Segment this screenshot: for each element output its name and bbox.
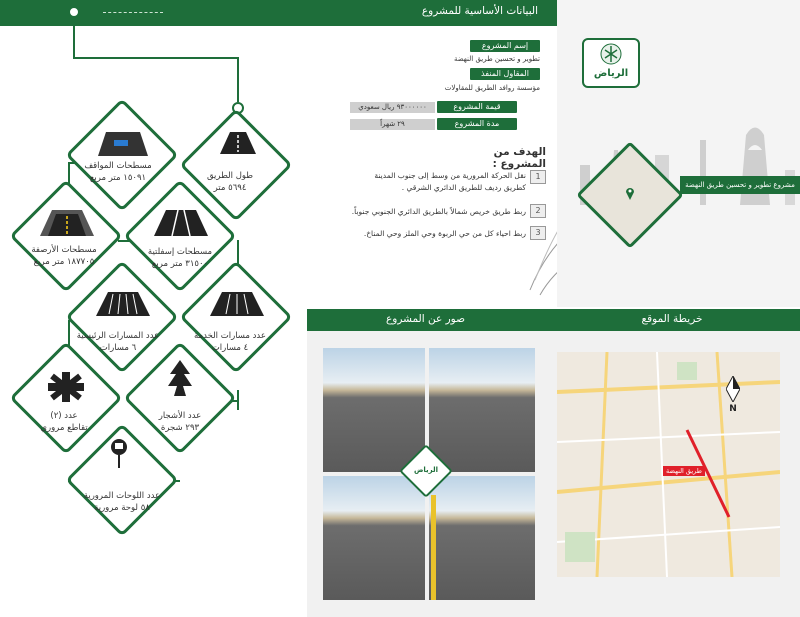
road-yellow-line (431, 495, 436, 600)
intersection-icon (48, 372, 84, 402)
project-name-label: إسم المشروع (470, 40, 540, 52)
project-photo (429, 476, 535, 600)
connector-line (73, 57, 238, 59)
goal-number: 3 (530, 226, 546, 240)
contractor-value: مؤسسة روافد الطريق للمقاولات (444, 84, 540, 92)
stats-header-bar (0, 0, 307, 26)
traffic-sign-icon (110, 438, 128, 468)
stat-label: عدد المسارات الرئيسية (76, 331, 160, 341)
stat-value: ١٥٠٩١ متر مربع (89, 173, 147, 183)
north-arrow-icon (726, 376, 740, 402)
stat-value: ٥٨ لوحة مرورية (94, 503, 150, 513)
stat-diamond-service-lanes (179, 260, 292, 373)
stat-value: ٢٩٣ شجرة (160, 423, 200, 433)
project-name-value: تطوير و تحسين طريق النهضة (453, 55, 540, 63)
stat-value: ٦ مسارات (99, 343, 137, 353)
service-lanes-icon (208, 292, 266, 316)
project-photo (323, 348, 425, 472)
location-pin-icon (625, 186, 635, 200)
stat-label: عدد الأشجار (158, 411, 202, 421)
road-icon (210, 132, 266, 154)
photos-logo-text: الرياض (413, 466, 439, 474)
parking-icon (94, 132, 152, 156)
contractor-label: المقاول المنفذ (470, 68, 540, 80)
goal-number: 2 (530, 204, 546, 218)
map-title: خريطة الموقع (641, 313, 703, 325)
goal-number: 1 (530, 170, 546, 184)
stat-label: مسطحات المواقف (84, 161, 152, 171)
stat-label: طول الطريق (206, 171, 254, 181)
stat-label: عدد اللوحات المرورية (83, 491, 161, 501)
stats-header-divider (103, 12, 163, 13)
connector-node-top (68, 6, 80, 18)
connector-line (73, 18, 75, 58)
riyadh-logo-text: الرياض (593, 68, 629, 79)
stat-value: ٥٦٩٤ متر (213, 183, 247, 193)
stat-label: عدد مسارات الخدمة (194, 331, 266, 341)
stat-value: تقاطع مروري (40, 423, 88, 433)
stat-label: مسطحات إسفلتية (147, 247, 213, 257)
info-title: البيانات الأساسية للمشروع (421, 5, 538, 17)
project-value: ٩٣٠٠٠٠٠٠ ريال سعودي (350, 102, 435, 113)
road-label: طريق النهضة (663, 466, 705, 476)
stat-diamond-main-lanes (65, 260, 178, 373)
stat-value: ١٨٧٧٠٥ متر مربع (33, 257, 95, 267)
project-photo (429, 348, 535, 472)
goal-text: ربط احياء كل من حي الربوة وحي الملز وحي المناخ. (363, 229, 526, 238)
site-map[interactable] (557, 352, 780, 577)
stat-label: مسطحات الأرصفة (31, 245, 97, 255)
goals-title: الهدف من المشروع : (492, 146, 546, 170)
sidewalk-icon (38, 210, 96, 236)
stat-value: ٣١٥٠٠ متر مربع (151, 259, 209, 269)
tree-icon (168, 360, 192, 400)
palm-emblem-icon (596, 40, 626, 66)
project-road-line (557, 352, 780, 577)
stat-value: ٤ مسارات (211, 343, 249, 353)
north-label: N (729, 404, 737, 414)
cover-project-band: مشروع تطوير و تحسين طريق النهضة (680, 176, 800, 194)
connector-line (237, 57, 239, 102)
stat-label: عدد (٢) (50, 411, 78, 421)
main-lanes-icon (94, 292, 152, 316)
goal-text: ربط طريق خريص شمالاً بالطريق الدائري الجنوبي جنوباً. (351, 207, 526, 216)
asphalt-icon (152, 210, 210, 236)
project-photo (323, 476, 425, 600)
project-duration: ٢٩ شهراً (350, 119, 435, 130)
project-value-label: قيمة المشروع (437, 101, 517, 113)
goal-text: نقل الحركة المرورية من وسط إلى جنوب المدينة كطريق رديف للطريق الدائري الشرقي . (374, 171, 526, 192)
project-duration-label: مدة المشروع (437, 118, 517, 130)
photos-title: صور عن المشروع (385, 313, 466, 325)
